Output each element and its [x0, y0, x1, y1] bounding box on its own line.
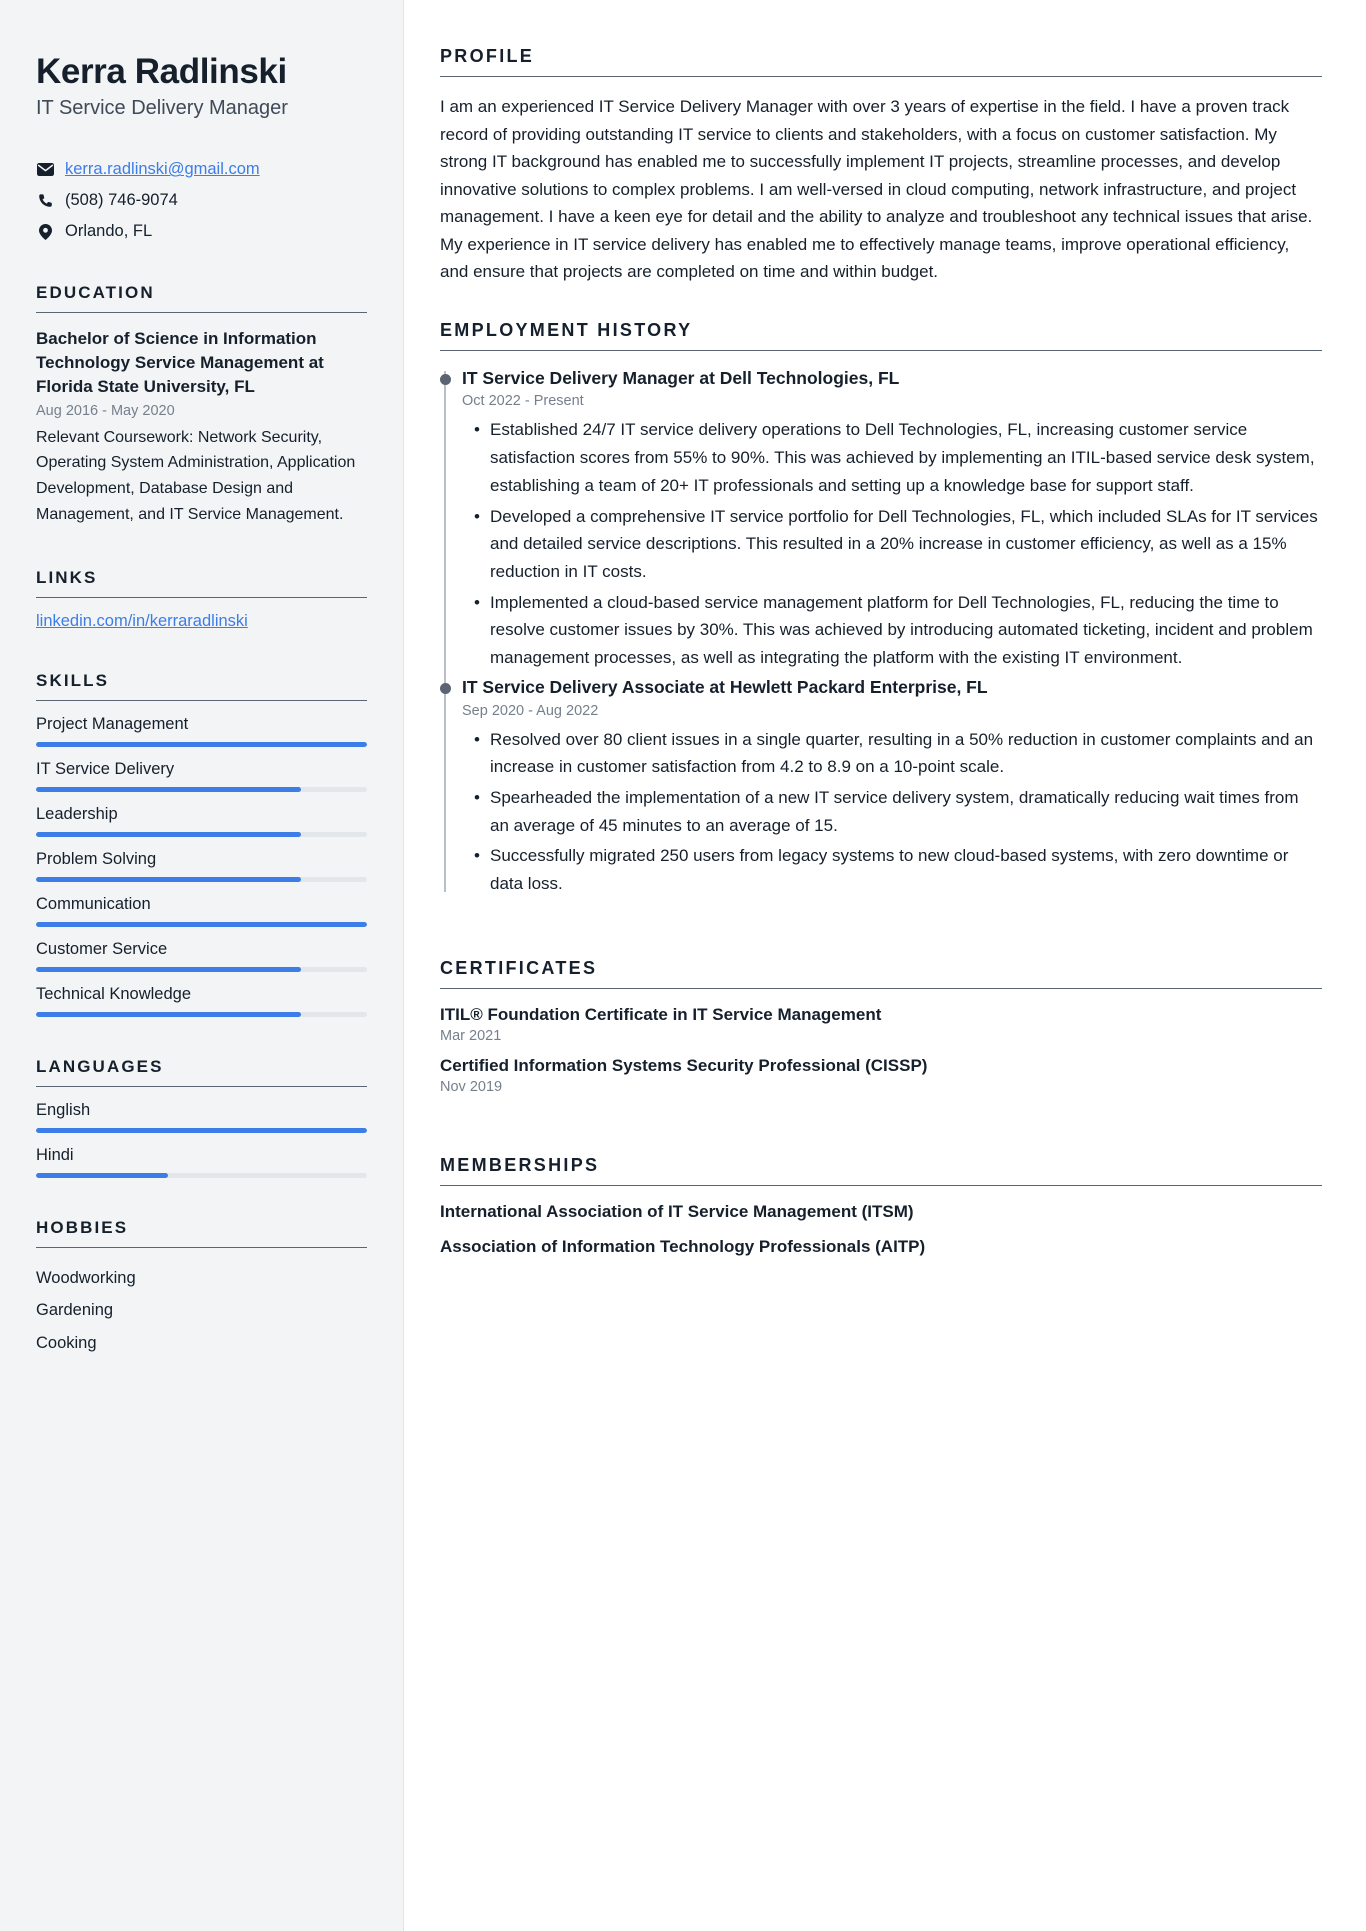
skills-section: [36, 671, 367, 1017]
location-text: Orlando, FL: [65, 222, 153, 241]
page-title: Kerra Radlinski: [36, 52, 287, 91]
membership-item: International Association of IT Service Management (ITSM): [440, 1201, 914, 1221]
skill-meter-fill: [36, 832, 301, 837]
profile-text: I am an experienced IT Service Delivery Manager with over 3 years of expertise in the field. I have a proven track record of providing outstanding IT service to clients and stakeholders, with a focus on customer satisfaction. My strong IT background has enabled me to successfully implement IT projects, streamline processes, and develop innovative solutions to complex problems. I am well-versed in cloud computing, network infrastructure, and project management. I have a keen eye for detail and the ability to analyze and troubleshoot any technical issues that arise. My experience in IT service delivery has enabled me to effectively manage teams, improve operational efficiency, and ensure that projects are completed on time and within budget.: [440, 97, 1313, 282]
skill-meter-fill: [36, 922, 367, 927]
contact-phone-row: [36, 189, 367, 212]
skill-item: [36, 895, 367, 927]
divider: [36, 1086, 367, 1087]
skill-item: [36, 805, 367, 837]
contact-list: [36, 158, 367, 243]
skill-meter-track: [36, 967, 367, 972]
memberships-heading: MEMBERSHIPS: [440, 1154, 600, 1175]
hobby-item: Gardening: [36, 1301, 114, 1320]
skill-meter-track: [36, 787, 367, 792]
language-meter-track: [36, 1173, 367, 1178]
certificates-section: [440, 958, 1322, 1095]
education-date: Aug 2016 - May 2020: [36, 402, 175, 419]
employment-timeline: [440, 367, 1322, 898]
skills-heading: SKILLS: [36, 671, 110, 691]
skill-meter-fill: [36, 1012, 301, 1017]
certificate-item: [440, 1056, 1322, 1095]
profile-section: [440, 46, 1322, 286]
divider: [36, 597, 367, 598]
spacer: [440, 1129, 1322, 1155]
languages-section: [36, 1057, 367, 1178]
divider: [440, 76, 1322, 77]
membership-item: Association of Information Technology Professionals (AITP): [440, 1236, 926, 1256]
divider: [440, 350, 1322, 351]
skills-list: [36, 715, 367, 1017]
divider: [440, 1185, 1322, 1186]
language-label: Hindi: [36, 1146, 74, 1165]
links-heading: LINKS: [36, 568, 98, 588]
job-entry: [462, 367, 1322, 672]
certificate-date: Nov 2019: [440, 1078, 503, 1095]
phone-number: (508) 746-9074: [65, 191, 178, 210]
job-title: IT Service Delivery Manager at Dell Technologies, FL: [462, 367, 900, 388]
certificate-title: Certified Information Systems Security Professional (CISSP): [440, 1055, 928, 1075]
profile-heading: PROFILE: [440, 46, 535, 66]
job-bullet: • Successfully migrated 250 users from legacy systems to new cloud-based systems, with zero downtime or data loss.: [490, 842, 1322, 897]
contact-location-row: [36, 220, 367, 243]
language-label: English: [36, 1101, 91, 1120]
hobbies-heading: HOBBIES: [36, 1218, 129, 1238]
employment-history-section: [440, 320, 1322, 898]
job-entry: [462, 676, 1322, 898]
map-pin-icon: [36, 224, 54, 240]
skill-label: Project Management: [36, 715, 189, 734]
hobbies-section: [36, 1218, 367, 1359]
skill-item: [36, 715, 367, 747]
job-title: IT Service Delivery Associate at Hewlett Packard Enterprise, FL: [462, 676, 988, 697]
education-heading: EDUCATION: [36, 283, 155, 303]
skill-meter-fill: [36, 877, 301, 882]
skill-meter-fill: [36, 967, 301, 972]
education-description: Relevant Coursework: Network Security, Operating System Administration, Application Development, Database Design and Management, and IT Service Management.: [36, 428, 356, 524]
sidebar: [0, 0, 404, 1931]
job-bullet-list: [462, 726, 1322, 898]
skill-item: [36, 850, 367, 882]
job-bullet: • Established 24/7 IT service delivery operations to Dell Technologies, FL, increasing customer service satisfaction scores from 55% to 90%. This was achieved by implementing an ITIL-based service desk system, establishing a team of 20+ IT professionals and setting up a knowledge base for support staff.: [490, 416, 1322, 499]
hobby-item: Cooking: [36, 1333, 97, 1352]
skill-meter-track: [36, 832, 367, 837]
job-date: Oct 2022 - Present: [462, 393, 584, 410]
divider: [36, 312, 367, 313]
email-address[interactable]: kerra.radlinski@gmail.com: [65, 160, 260, 179]
hobby-item: Woodworking: [36, 1269, 136, 1288]
certificate-title: ITIL® Foundation Certificate in IT Service Management: [440, 1004, 882, 1024]
phone-icon: [36, 193, 54, 208]
skill-item: [36, 985, 367, 1017]
main-content: [404, 0, 1366, 1931]
skill-label: Leadership: [36, 805, 118, 824]
language-item: [36, 1146, 367, 1178]
job-role-subtitle: IT Service Delivery Manager: [36, 97, 288, 120]
skill-item: [36, 940, 367, 972]
skill-meter-track: [36, 742, 367, 747]
certificate-item: [440, 1005, 1322, 1044]
language-meter-fill: [36, 1173, 168, 1178]
skill-label: Customer Service: [36, 940, 168, 959]
skill-meter-track: [36, 1012, 367, 1017]
skill-meter-track: [36, 877, 367, 882]
certificate-date: Mar 2021: [440, 1027, 502, 1044]
certificates-heading: CERTIFICATES: [440, 957, 598, 978]
skill-meter-fill: [36, 742, 367, 747]
language-meter-track: [36, 1128, 367, 1133]
job-bullet: • Resolved over 80 client issues in a single quarter, resulting in a 50% reduction in customer complaints and an increase in customer satisfaction from 4.2 to 8.9 on a 10-point scale.: [490, 726, 1322, 781]
education-section: [36, 283, 367, 528]
contact-email-row[interactable]: [36, 158, 367, 181]
language-meter-fill: [36, 1128, 367, 1133]
job-bullet: • Implemented a cloud-based service management platform for Dell Technologies, FL, reducing the time to resolve customer issues by 30%. This was achieved by introducing automated ticketing, incident and problem management processes, as well as integrating the platform with the existing IT environment.: [490, 589, 1322, 672]
memberships-section: [440, 1155, 1322, 1257]
timeline-dot-icon: [440, 683, 451, 694]
job-bullet-list: [462, 416, 1322, 671]
skill-meter-fill: [36, 787, 301, 792]
spacer: [440, 932, 1322, 958]
skill-label: Communication: [36, 895, 151, 914]
skill-label: Problem Solving: [36, 850, 157, 869]
language-item: [36, 1101, 367, 1133]
languages-list: [36, 1101, 367, 1178]
skill-meter-track: [36, 922, 367, 927]
skill-item: [36, 760, 367, 792]
links-section: [36, 568, 367, 631]
employment-history-heading: EMPLOYMENT HISTORY: [440, 319, 693, 340]
divider: [440, 988, 1322, 989]
job-bullet: • Spearheaded the implementation of a new IT service delivery system, dramatically reducing wait times from an average of 45 minutes to an average of 15.: [490, 784, 1322, 839]
job-date: Sep 2020 - Aug 2022: [462, 702, 599, 719]
job-bullet: • Developed a comprehensive IT service portfolio for Dell Technologies, FL, which included SLAs for IT services and detailed service descriptions. This resulted in a 20% increase in customer efficiency, as well as a 15% reduction in IT costs.: [490, 503, 1322, 586]
languages-heading: LANGUAGES: [36, 1057, 164, 1077]
skill-label: Technical Knowledge: [36, 985, 192, 1004]
skill-label: IT Service Delivery: [36, 760, 175, 779]
timeline-dot-icon: [440, 374, 451, 385]
divider: [36, 1247, 367, 1248]
divider: [36, 700, 367, 701]
envelope-icon: [36, 163, 54, 176]
education-degree: Bachelor of Science in Information Technology Service Management at Florida State University, FL: [36, 329, 324, 397]
linkedin-link[interactable]: linkedin.com/in/kerraradlinski: [36, 612, 248, 631]
